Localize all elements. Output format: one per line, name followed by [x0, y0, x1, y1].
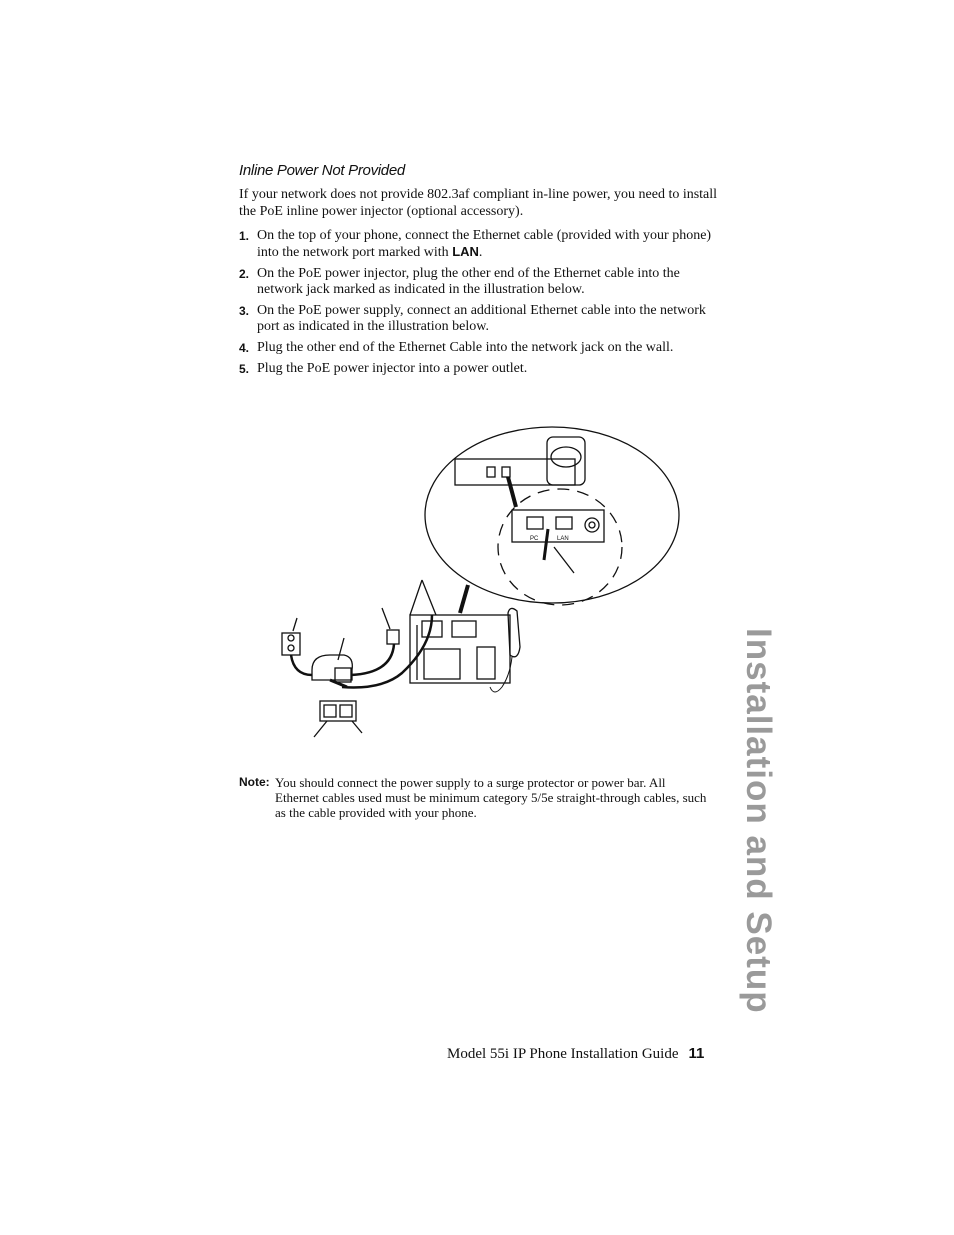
note-label: Note: — [239, 775, 270, 789]
step-number: 5. — [239, 362, 250, 376]
page-number: 11 — [688, 1045, 705, 1062]
page-footer — [447, 1045, 704, 1063]
step-4 — [239, 340, 719, 356]
installation-illustration — [272, 425, 692, 755]
step-number: 4. — [239, 341, 250, 355]
step-5 — [239, 361, 719, 377]
lan-port-label: LAN — [557, 536, 569, 542]
phone-top-panel — [455, 459, 575, 485]
steps-list — [239, 228, 719, 382]
chapter-side-tab-label: Installation and Setup — [739, 628, 778, 1014]
power-jack — [585, 518, 599, 532]
footer-title: Model 55i IP Phone Installation Guide — [447, 1046, 679, 1062]
step-text: On the top of your phone, connect the Ethernet cable (provided with your phone) into the network port marked with — [257, 228, 712, 260]
chapter-side-tab — [739, 628, 778, 1023]
step-number: 1. — [239, 229, 250, 243]
splitter-jack — [320, 701, 356, 721]
lan-label: LAN — [452, 244, 479, 259]
lan-port — [556, 517, 572, 529]
note-block — [239, 774, 709, 820]
step-text: Plug the PoE power injector into a power outlet. — [257, 361, 528, 376]
step-text: On the PoE power supply, connect an additional Ethernet cable into the network port as indicated in the illustration below. — [257, 303, 706, 334]
pc-port — [527, 517, 543, 529]
step-2 — [239, 266, 719, 298]
intro-paragraph: If your network does not provide 802.3af compliant in-line power, you need to install the PoE inline power injector (optional accessory). — [239, 187, 718, 219]
wall-power-outlet — [282, 633, 300, 655]
pc-port-label: PC — [530, 536, 539, 542]
network-wall-jack — [387, 630, 399, 644]
section-heading: Inline Power Not Provided — [239, 162, 405, 179]
note-text: You should connect the power supply to a surge protector or power bar. All Ethernet cables used must be minimum category 5/5e straight-through cables, such as the cable provided with your phone. — [275, 775, 707, 820]
step-3 — [239, 303, 719, 335]
step-text: Plug the other end of the Ethernet Cable into the network jack on the wall. — [257, 340, 674, 355]
step-number: 3. — [239, 304, 250, 318]
step-1 — [239, 228, 719, 261]
step-text: On the PoE power injector, plug the other end of the Ethernet cable into the network jack marked as indicated in the illustration below. — [257, 266, 680, 297]
step-text-end: . — [478, 245, 483, 260]
step-number: 2. — [239, 267, 250, 281]
